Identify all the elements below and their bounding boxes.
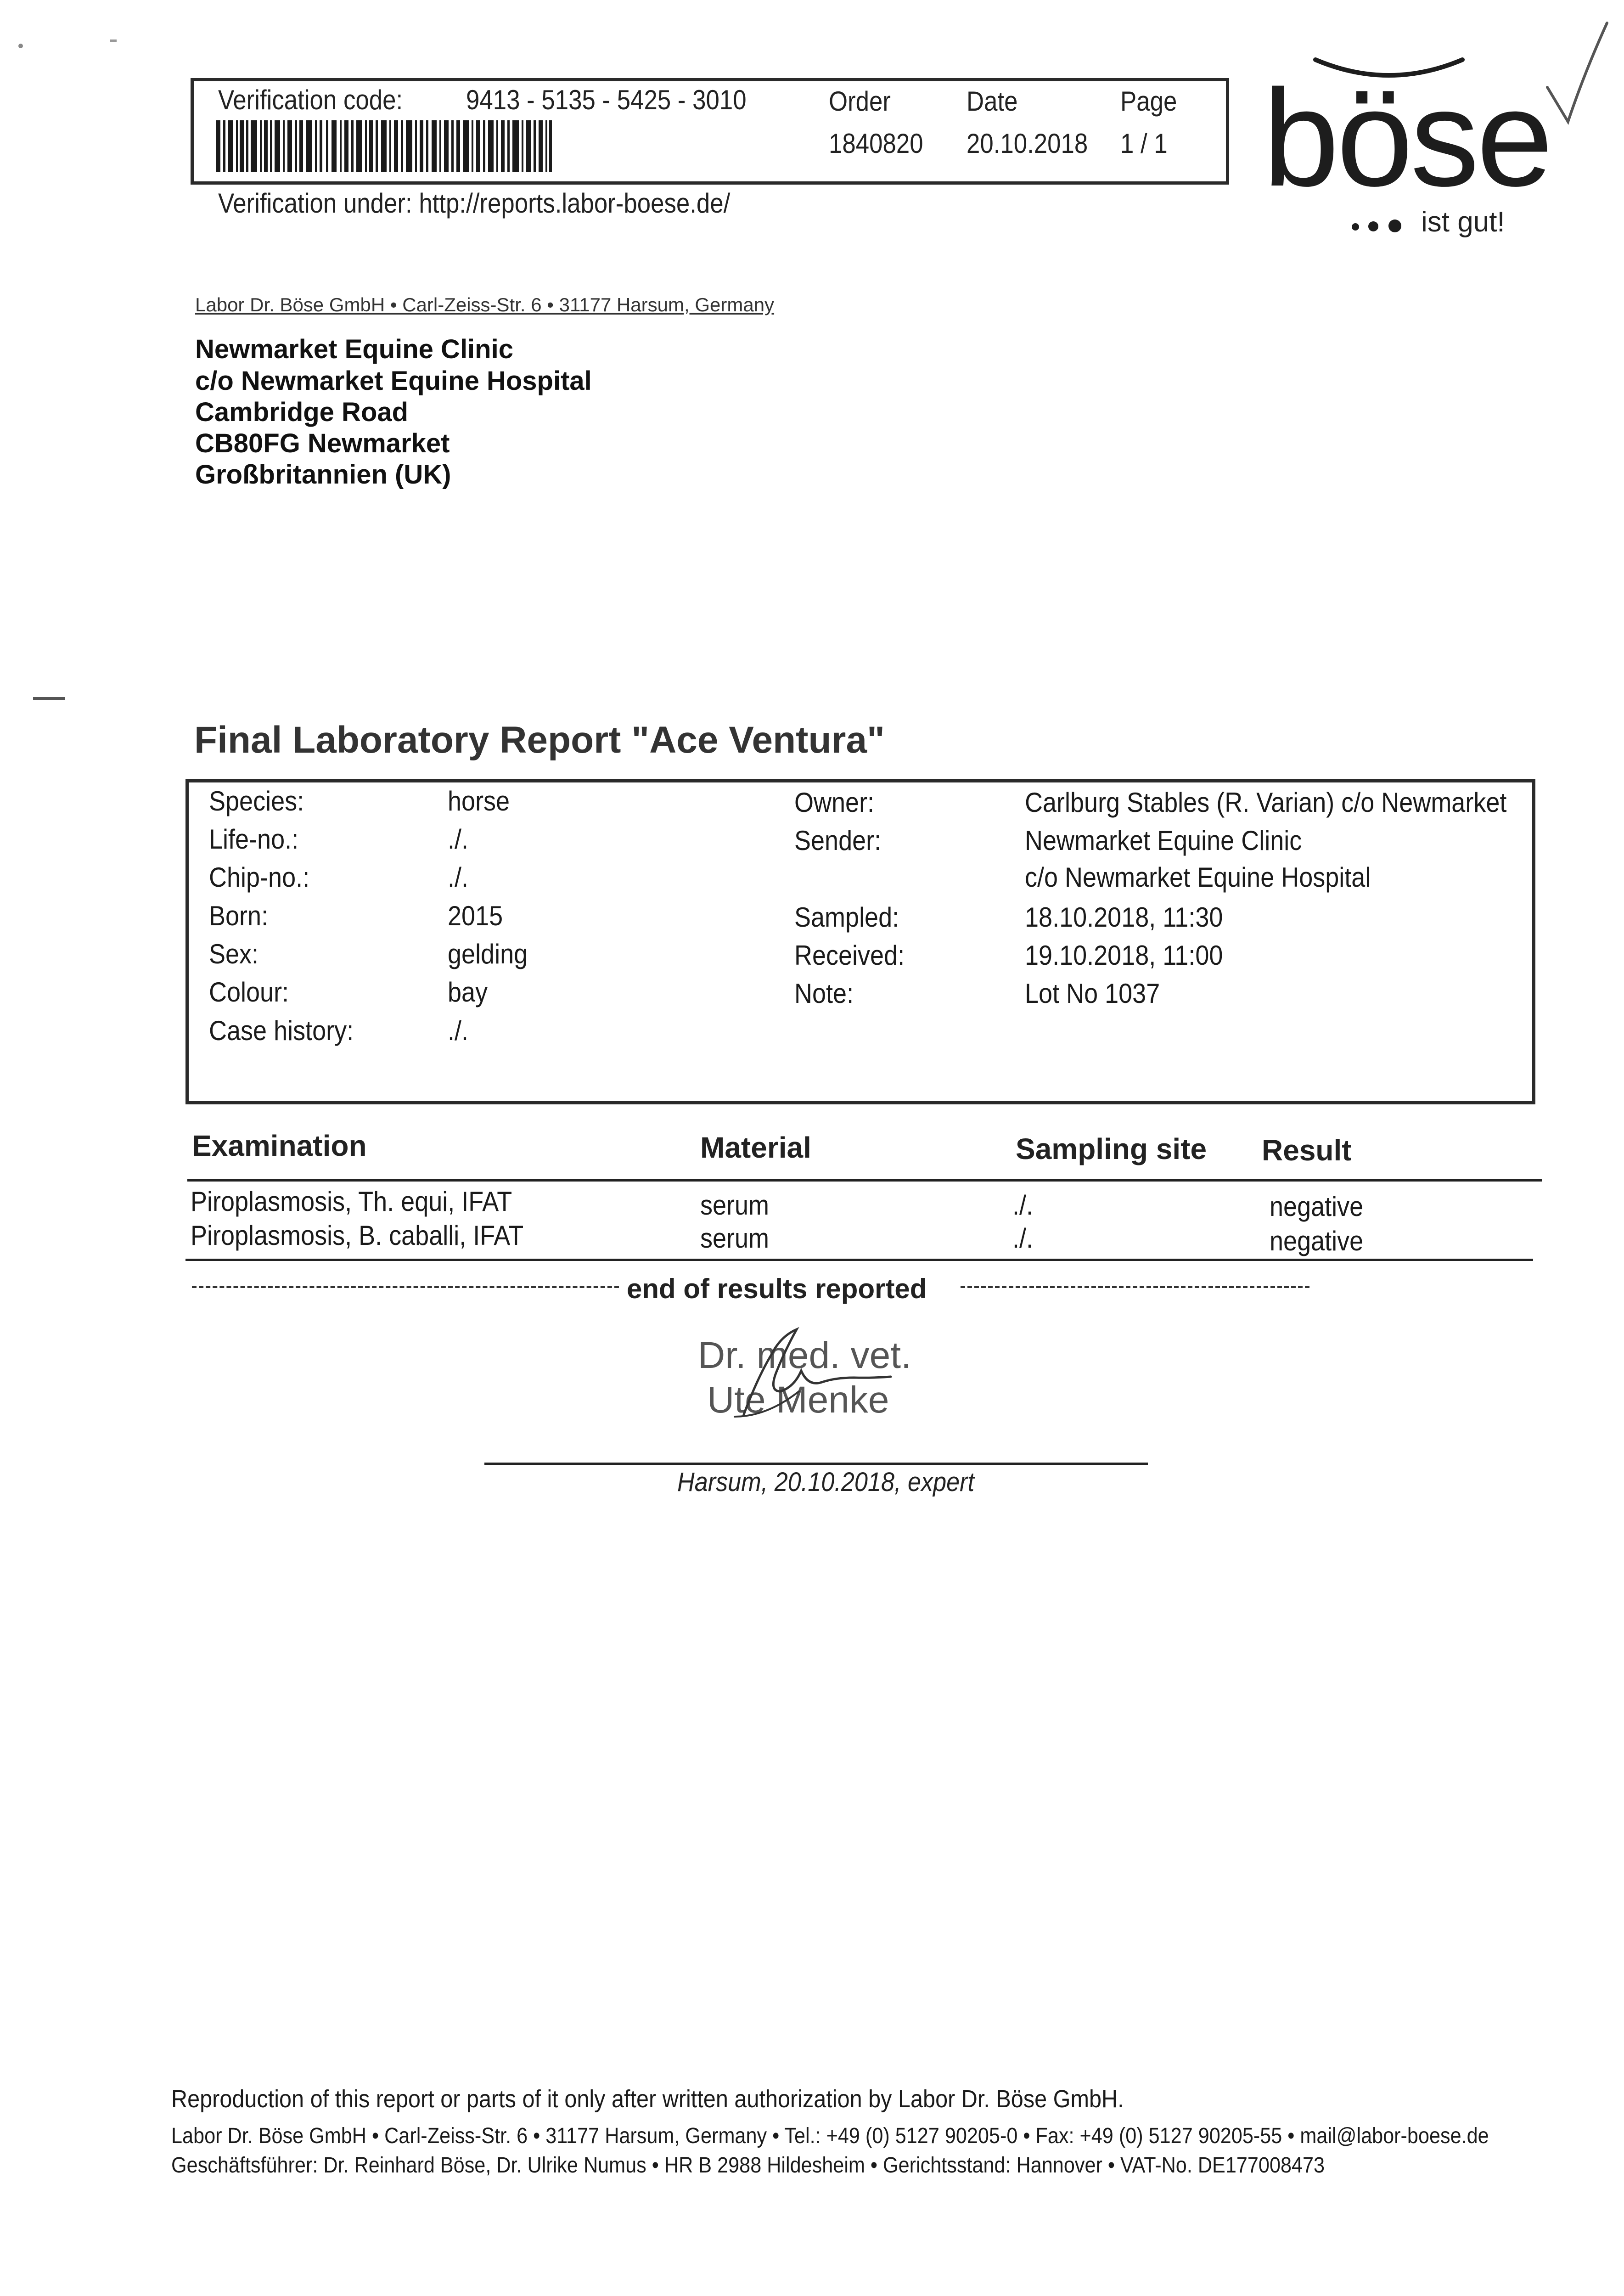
end-of-results: end of results reported	[627, 1273, 927, 1304]
table-cell-result: negative	[1270, 1191, 1364, 1222]
born-value: 2015	[448, 900, 503, 931]
scan-speck	[18, 44, 23, 48]
logo-dot-icon	[1368, 221, 1378, 231]
order-number: 1840820	[829, 128, 923, 159]
note-label: Note:	[794, 978, 854, 1009]
sampled-value: 18.10.2018, 11:30	[1025, 902, 1223, 933]
order-label: Order	[829, 86, 891, 117]
scan-speck	[110, 39, 117, 42]
column-header-result: Result	[1262, 1134, 1352, 1167]
signature-line	[484, 1463, 1148, 1465]
report-title: Final Laboratory Report "Ace Ventura"	[194, 719, 885, 761]
colour-label: Colour:	[209, 977, 289, 1007]
table-cell-examination: Piroplasmosis, Th. equi, IFAT	[191, 1186, 512, 1217]
signature-caption: Harsum, 20.10.2018, expert	[677, 1467, 975, 1497]
table-cell-site: ./.	[1012, 1223, 1034, 1254]
table-cell-material: serum	[700, 1190, 770, 1221]
chip-no-label: Chip-no.:	[209, 862, 310, 893]
logo-smile-icon	[1311, 54, 1467, 86]
address-line: Cambridge Road	[195, 397, 409, 427]
logo-tagline: ist gut!	[1421, 206, 1505, 238]
table-bottom-rule	[185, 1259, 1533, 1261]
margin-mark	[33, 697, 65, 700]
table-header-rule	[187, 1179, 1542, 1182]
sex-value: gelding	[448, 939, 528, 969]
received-value: 19.10.2018, 11:00	[1025, 940, 1223, 971]
end-dashes-right	[961, 1286, 1309, 1288]
handwritten-signature	[716, 1322, 937, 1428]
table-cell-result: negative	[1270, 1226, 1364, 1256]
received-label: Received:	[794, 940, 905, 971]
case-history-value: ./.	[448, 1015, 469, 1046]
column-header-examination: Examination	[192, 1129, 367, 1162]
species-value: horse	[448, 786, 510, 816]
end-dashes-left	[192, 1286, 619, 1288]
footer-contact-line: Labor Dr. Böse GmbH • Carl-Zeiss-Str. 6 • 31177 Harsum, Germany • Tel.: +49 (0) 5127 90205-0 • Fax: +49 (0) 5127 90205-55 • mail@labor-boese.de	[171, 2124, 1489, 2148]
owner-value: Carlburg Stables (R. Varian) c/o Newmarket	[1025, 787, 1507, 818]
company-logo: böse	[1263, 61, 1551, 215]
address-line: CB80FG Newmarket	[195, 428, 450, 458]
sender-address-line: Labor Dr. Böse GmbH • Carl-Zeiss-Str. 6 • 31177 Harsum, Germany	[195, 294, 775, 315]
note-value: Lot No 1037	[1025, 978, 1160, 1009]
life-no-label: Life-no.:	[209, 824, 299, 855]
chip-no-value: ./.	[448, 862, 469, 893]
address-line: Großbritannien (UK)	[195, 460, 451, 490]
verification-code: 9413 - 5135 - 5425 - 3010	[466, 84, 747, 115]
species-label: Species:	[209, 786, 304, 816]
page-number: 1 / 1	[1120, 128, 1168, 159]
address-line: c/o Newmarket Equine Hospital	[195, 366, 592, 396]
date-label: Date	[967, 86, 1018, 117]
column-header-material: Material	[700, 1131, 811, 1164]
signature-stamp-name: Ute Menke	[707, 1379, 889, 1421]
sender-value: Newmarket Equine Clinic	[1025, 825, 1302, 856]
sex-label: Sex:	[209, 939, 259, 969]
born-label: Born:	[209, 900, 269, 931]
signature-stamp-title: Dr. med. vet.	[698, 1334, 911, 1376]
table-cell-examination: Piroplasmosis, B. caballi, IFAT	[191, 1220, 524, 1251]
report-date: 20.10.2018	[967, 128, 1088, 159]
verification-label: Verification code:	[218, 84, 403, 115]
colour-value: bay	[448, 977, 488, 1007]
footer-company-line: Geschäftsführer: Dr. Reinhard Böse, Dr. Ulrike Numus • HR B 2988 Hildesheim • Gerichtsstand: Hannover • VAT-No. DE177008473	[171, 2153, 1325, 2178]
sampled-label: Sampled:	[794, 902, 899, 933]
sender-value-line2: c/o Newmarket Equine Hospital	[1025, 862, 1371, 893]
verification-url: Verification under: http://reports.labor-boese.de/	[218, 188, 731, 219]
life-no-value: ./.	[448, 824, 469, 855]
logo-dot-icon	[1352, 223, 1359, 231]
barcode-icon	[216, 120, 552, 172]
column-header-sampling-site: Sampling site	[1016, 1132, 1207, 1165]
reproduction-notice: Reproduction of this report or parts of it only after written authorization by Labor Dr. Böse GmbH.	[171, 2085, 1124, 2113]
sender-label: Sender:	[794, 825, 882, 856]
logo-dot-icon	[1388, 219, 1401, 232]
table-cell-site: ./.	[1012, 1190, 1034, 1221]
owner-label: Owner:	[794, 787, 875, 818]
page-label: Page	[1120, 86, 1177, 117]
case-history-label: Case history:	[209, 1015, 354, 1046]
check-mark-icon	[1543, 18, 1612, 129]
table-cell-material: serum	[700, 1223, 770, 1254]
address-line: Newmarket Equine Clinic	[195, 334, 513, 364]
